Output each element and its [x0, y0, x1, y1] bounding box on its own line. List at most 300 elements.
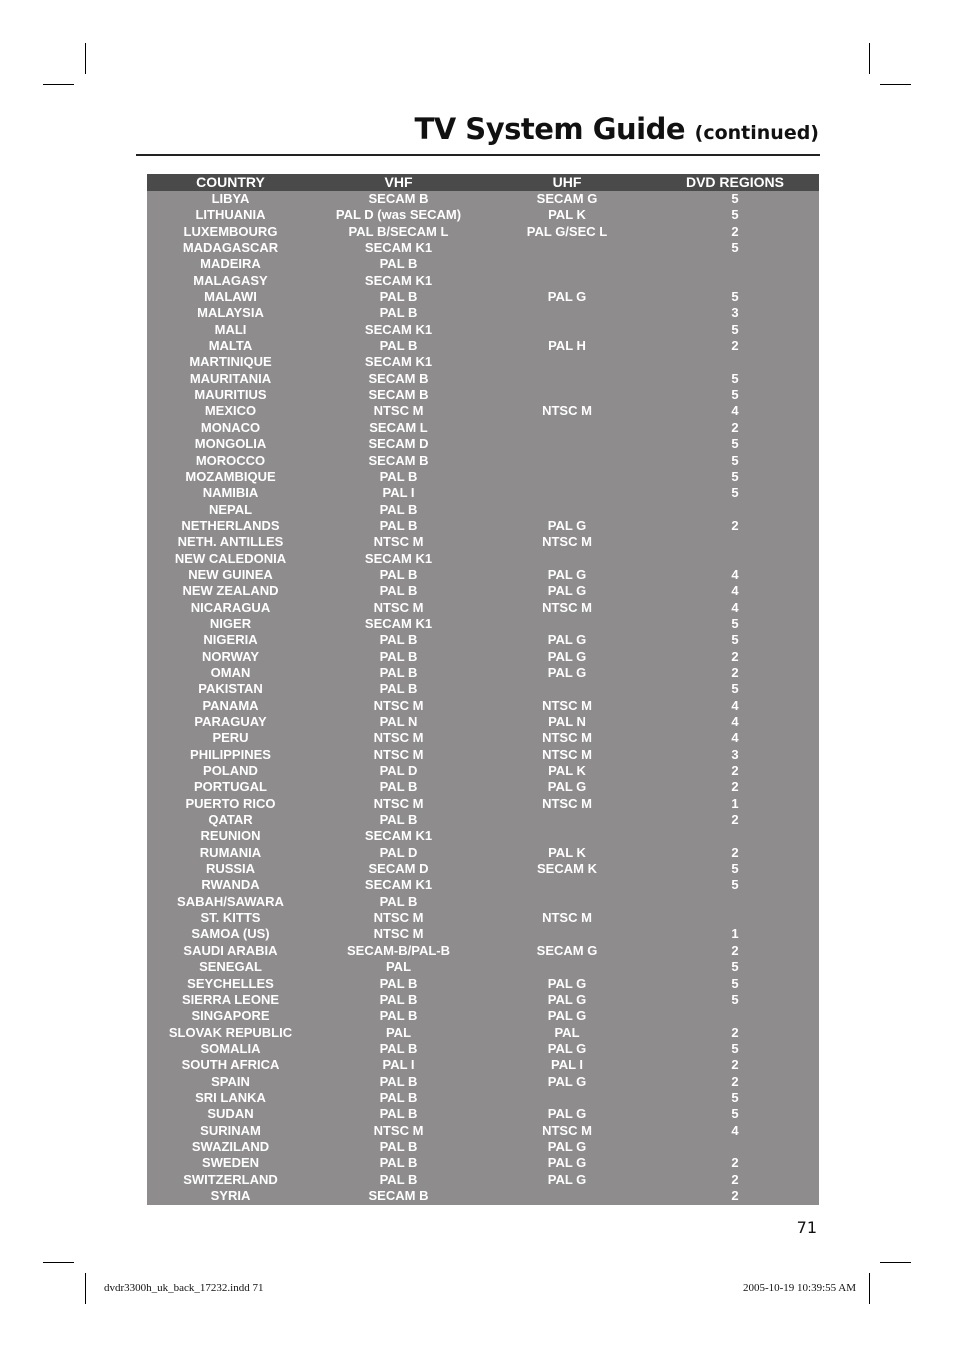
table-row	[147, 453, 819, 469]
cell-uhf: NTSC M	[542, 795, 592, 811]
cell-dvd-region: 5	[731, 207, 739, 223]
table-row	[147, 600, 819, 616]
cell-vhf: PAL B	[379, 681, 418, 697]
cell-country: MALAWI	[204, 289, 257, 305]
cell-uhf	[483, 551, 651, 567]
table-row	[147, 403, 819, 419]
footer-filename: dvdr3300h_uk_back_17232.indd 71	[104, 1282, 264, 1294]
cell-country: ST. KITTS	[200, 910, 261, 926]
cell-vhf: PAL B	[379, 664, 418, 680]
cell-dvd-region: 2	[731, 1057, 739, 1073]
cell-dvd-region: 2	[731, 648, 739, 664]
table-row	[147, 289, 819, 305]
table-row	[147, 191, 819, 207]
cell-dvd-region: 4	[731, 566, 739, 582]
cell-dvd-region	[651, 1139, 819, 1155]
cell-vhf: PAL D	[379, 763, 418, 779]
table-row	[147, 583, 819, 599]
table-row	[147, 256, 819, 272]
table-body	[147, 191, 819, 1205]
cell-vhf: SECAM-B/PAL-B	[346, 942, 451, 958]
column-header-vhf: VHF	[384, 174, 413, 190]
cell-vhf: PAL B	[379, 632, 418, 648]
crop-mark	[869, 43, 870, 74]
cell-vhf: PAL B	[379, 583, 418, 599]
table-row	[147, 1139, 819, 1155]
table-row	[147, 224, 819, 240]
cell-country: PERU	[212, 730, 249, 746]
cell-country: NIGER	[209, 615, 252, 631]
cell-uhf: PAL	[554, 1024, 580, 1040]
cell-uhf: NTSC M	[542, 730, 592, 746]
table-row	[147, 469, 819, 485]
cell-country: MONACO	[200, 419, 261, 435]
table-row	[147, 796, 819, 812]
cell-country: LUXEMBOURG	[183, 223, 278, 239]
cell-dvd-region: 2	[731, 763, 739, 779]
cell-country: SABAH/SAWARA	[177, 893, 284, 909]
cell-dvd-region: 2	[731, 844, 739, 860]
cell-country: PORTUGAL	[194, 779, 267, 795]
crop-mark	[869, 1273, 870, 1304]
cell-uhf	[483, 371, 651, 387]
cell-country: SYRIA	[210, 1187, 251, 1203]
table-row	[147, 845, 819, 861]
cell-vhf: SECAM D	[368, 436, 429, 452]
cell-uhf	[483, 256, 651, 272]
cell-vhf: NTSC M	[373, 1122, 424, 1138]
cell-vhf: SECAM D	[368, 861, 429, 877]
crop-mark	[880, 1262, 911, 1263]
table-row	[147, 502, 819, 518]
cell-dvd-region: 4	[731, 730, 739, 746]
cell-dvd-region	[651, 354, 819, 370]
cell-vhf: PAL	[385, 1024, 412, 1040]
cell-country: SWITZERLAND	[183, 1171, 278, 1187]
cell-dvd-region: 5	[731, 485, 739, 501]
cell-vhf: PAL B	[379, 256, 418, 272]
table-row	[147, 828, 819, 844]
cell-country: POLAND	[203, 763, 258, 779]
cell-vhf: PAL B	[379, 1138, 418, 1154]
cell-uhf: NTSC M	[542, 403, 592, 419]
cell-uhf: PAL G	[547, 1073, 587, 1089]
cell-country: MADAGASCAR	[182, 240, 279, 256]
cell-uhf: NTSC M	[542, 746, 592, 762]
cell-vhf: PAL B	[379, 1089, 418, 1105]
cell-dvd-region: 4	[731, 599, 739, 615]
cell-uhf: PAL G	[547, 517, 587, 533]
cell-dvd-region: 5	[731, 436, 739, 452]
cell-vhf: PAL N	[379, 714, 418, 729]
cell-vhf: NTSC M	[373, 926, 424, 942]
cell-vhf: PAL B	[379, 975, 418, 991]
table-row	[147, 387, 819, 403]
table-row	[147, 649, 819, 665]
title-rule	[136, 154, 820, 156]
cell-country: RWANDA	[201, 877, 260, 893]
cell-country: SENEGAL	[199, 959, 262, 975]
cell-country: SAMOA (US)	[191, 926, 270, 942]
cell-dvd-region: 5	[731, 289, 739, 305]
cell-vhf: NTSC M	[373, 697, 424, 713]
cell-uhf: PAL G	[547, 664, 587, 680]
cell-country: PHILIPPINES	[190, 746, 271, 762]
cell-dvd-region	[651, 502, 819, 518]
cell-uhf	[483, 273, 651, 289]
cell-uhf: PAL G	[547, 583, 587, 599]
table-row	[147, 551, 819, 567]
cell-dvd-region	[651, 910, 819, 926]
cell-country: SPAIN	[211, 1073, 250, 1089]
cell-dvd-region: 2	[731, 1171, 739, 1187]
cell-vhf: PAL B	[379, 812, 418, 828]
cell-dvd-region: 5	[731, 452, 739, 468]
cell-country: SURINAM	[200, 1122, 261, 1138]
cell-country: LIBYA	[211, 191, 250, 206]
cell-uhf: PAL K	[548, 763, 586, 779]
cell-country: NETH. ANTILLES	[177, 534, 284, 550]
cell-uhf: PAL H	[548, 338, 586, 354]
cell-dvd-region: 2	[731, 338, 739, 354]
cell-dvd-region: 2	[731, 1155, 739, 1171]
crop-mark	[880, 84, 911, 85]
crop-mark	[43, 1262, 74, 1263]
column-header-dvd-regions: DVD REGIONS	[685, 174, 784, 190]
table-row	[147, 1074, 819, 1090]
cell-country: SINGAPORE	[191, 1008, 270, 1024]
cell-uhf: SECAM G	[536, 942, 598, 958]
cell-vhf: PAL B	[379, 1106, 418, 1122]
cell-uhf	[483, 926, 651, 942]
cell-uhf: PAL G	[547, 1106, 587, 1122]
cell-dvd-region: 2	[731, 779, 739, 795]
cell-vhf: PAL B/SECAM L	[348, 223, 449, 239]
cell-dvd-region: 5	[731, 370, 739, 386]
cell-country: MOZAMBIQUE	[185, 468, 276, 484]
table-row	[147, 322, 819, 338]
cell-dvd-region	[651, 1008, 819, 1024]
cell-uhf	[483, 354, 651, 370]
cell-dvd-region: 5	[731, 615, 739, 631]
cell-dvd-region: 2	[731, 223, 739, 239]
cell-uhf	[483, 305, 651, 321]
cell-country: SAUDI ARABIA	[183, 942, 278, 958]
cell-uhf: PAL G	[547, 1171, 587, 1187]
cell-dvd-region: 5	[731, 959, 739, 975]
cell-dvd-region: 4	[731, 697, 739, 713]
cell-country: MAURITIUS	[194, 387, 267, 403]
table-row	[147, 436, 819, 452]
cell-vhf: PAL B	[379, 1008, 418, 1024]
cell-uhf: PAL G	[547, 779, 587, 795]
cell-dvd-region: 2	[731, 812, 739, 828]
cell-vhf: NTSC M	[373, 730, 424, 746]
cell-vhf: SECAM L	[369, 419, 428, 435]
cell-dvd-region	[651, 828, 819, 844]
cell-dvd-region	[651, 273, 819, 289]
table-row	[147, 976, 819, 992]
cell-dvd-region: 1	[731, 795, 739, 811]
table-row	[147, 926, 819, 942]
cell-vhf: PAL I	[382, 485, 415, 501]
cell-vhf: SECAM K1	[364, 877, 433, 893]
cell-dvd-region: 5	[731, 681, 739, 697]
cell-uhf: PAL G	[547, 1040, 587, 1056]
cell-country: SOUTH AFRICA	[181, 1057, 280, 1073]
cell-country: NEW GUINEA	[188, 566, 273, 582]
table-row	[147, 779, 819, 795]
cell-uhf	[483, 616, 651, 632]
cell-uhf: PAL G	[547, 648, 587, 664]
cell-dvd-region: 2	[731, 1024, 739, 1040]
table-row	[147, 861, 819, 877]
table-row	[147, 714, 819, 730]
cell-uhf	[483, 828, 651, 844]
page-title	[414, 112, 819, 146]
table-row	[147, 632, 819, 648]
cell-country: QATAR	[208, 812, 253, 828]
cell-dvd-region	[651, 256, 819, 272]
cell-country: RUSSIA	[205, 861, 256, 877]
cell-country: NIGERIA	[203, 632, 258, 648]
cell-vhf: SECAM K1	[364, 272, 433, 288]
cell-uhf: PAL G	[547, 1008, 587, 1024]
cell-dvd-region: 5	[731, 1089, 739, 1105]
cell-dvd-region: 1	[731, 926, 739, 942]
table-row	[147, 273, 819, 289]
cell-vhf: SECAM B	[368, 370, 429, 386]
cell-country: SOMALIA	[200, 1040, 261, 1056]
cell-dvd-region: 5	[731, 975, 739, 991]
cell-dvd-region: 4	[731, 583, 739, 599]
cell-vhf: PAL B	[379, 468, 418, 484]
table-row	[147, 812, 819, 828]
cell-uhf	[483, 959, 651, 975]
cell-country: RUMANIA	[199, 844, 262, 860]
cell-dvd-region: 2	[731, 664, 739, 680]
cell-uhf: PAL G/SEC L	[526, 223, 608, 239]
cell-uhf: NTSC M	[542, 697, 592, 713]
cell-dvd-region: 5	[731, 1040, 739, 1056]
crop-mark	[85, 43, 86, 74]
cell-uhf	[483, 812, 651, 828]
cell-vhf: SECAM B	[368, 1187, 429, 1203]
cell-uhf	[483, 420, 651, 436]
table-row	[147, 1155, 819, 1171]
cell-uhf	[483, 894, 651, 910]
table-row	[147, 959, 819, 975]
table-row	[147, 567, 819, 583]
cell-dvd-region: 5	[731, 468, 739, 484]
table-row	[147, 1106, 819, 1122]
cell-vhf: SECAM B	[368, 191, 429, 206]
table-row	[147, 1008, 819, 1024]
cell-country: MEXICO	[204, 403, 257, 419]
cell-country: LITHUANIA	[195, 207, 266, 223]
cell-dvd-region: 3	[731, 305, 739, 321]
cell-uhf	[483, 436, 651, 452]
cell-country: MONGOLIA	[194, 436, 267, 452]
cell-country: MALAYSIA	[197, 305, 264, 321]
cell-dvd-region	[651, 534, 819, 550]
cell-vhf: SECAM K1	[364, 354, 433, 370]
table-row	[147, 698, 819, 714]
cell-dvd-region: 5	[731, 877, 739, 893]
cell-uhf: PAL G	[547, 1155, 587, 1171]
tv-system-table	[147, 174, 819, 1205]
cell-uhf: NTSC M	[542, 910, 592, 926]
table-row	[147, 877, 819, 893]
cell-vhf: PAL B	[379, 1040, 418, 1056]
cell-uhf	[483, 240, 651, 256]
cell-uhf: PAL N	[548, 714, 586, 729]
cell-dvd-region: 4	[731, 403, 739, 419]
cell-country: NEW CALEDONIA	[174, 550, 287, 566]
cell-vhf: PAL B	[379, 305, 418, 321]
table-row	[147, 747, 819, 763]
table-row	[147, 616, 819, 632]
cell-dvd-region: 2	[731, 942, 739, 958]
cell-vhf: NTSC M	[373, 534, 424, 550]
table-row	[147, 1041, 819, 1057]
cell-vhf: PAL I	[382, 1057, 415, 1073]
cell-country: NETHERLANDS	[181, 517, 280, 533]
table-row	[147, 534, 819, 550]
cell-country: PANAMA	[202, 697, 259, 713]
cell-country: MALAGASY	[193, 272, 268, 288]
cell-uhf	[483, 877, 651, 893]
table-row	[147, 763, 819, 779]
cell-vhf: SECAM K1	[364, 240, 433, 256]
table-row	[147, 1188, 819, 1204]
cell-uhf: SECAM G	[536, 191, 598, 206]
cell-country: MARTINIQUE	[189, 354, 272, 370]
footer-timestamp: 2005-10-19 10:39:55 AM	[742, 1282, 856, 1294]
cell-country: PUERTO RICO	[185, 795, 276, 811]
cell-dvd-region: 5	[731, 1106, 739, 1122]
cell-country: SWEDEN	[201, 1155, 260, 1171]
cell-vhf: PAL B	[379, 289, 418, 305]
cell-country: MADEIRA	[200, 256, 261, 272]
cell-vhf: PAL	[385, 959, 412, 975]
table-row	[147, 518, 819, 534]
cell-vhf: PAL B	[379, 501, 418, 517]
cell-uhf: NTSC M	[542, 1122, 592, 1138]
cell-country: SWAZILAND	[191, 1138, 270, 1154]
table-row	[147, 665, 819, 681]
cell-uhf: PAL K	[548, 844, 586, 860]
cell-dvd-region: 2	[731, 419, 739, 435]
cell-uhf: NTSC M	[542, 599, 592, 615]
cell-vhf: PAL B	[379, 1155, 418, 1171]
cell-uhf: NTSC M	[542, 534, 592, 550]
table-row	[147, 371, 819, 387]
table-row	[147, 992, 819, 1008]
crop-mark	[43, 84, 74, 85]
cell-vhf: PAL B	[379, 779, 418, 795]
table-row	[147, 338, 819, 354]
cell-vhf: NTSC M	[373, 795, 424, 811]
cell-dvd-region: 5	[731, 632, 739, 648]
cell-dvd-region	[651, 894, 819, 910]
title-text: TV System Guide	[414, 112, 686, 146]
cell-uhf: PAL G	[547, 991, 587, 1007]
cell-uhf	[483, 322, 651, 338]
cell-vhf: PAL B	[379, 893, 418, 909]
cell-country: SLOVAK REPUBLIC	[168, 1024, 293, 1040]
table-row	[147, 1123, 819, 1139]
table-row	[147, 354, 819, 370]
cell-dvd-region	[651, 551, 819, 567]
cell-uhf: PAL G	[547, 632, 587, 648]
cell-uhf: PAL G	[547, 975, 587, 991]
cell-dvd-region: 4	[731, 1122, 739, 1138]
cell-uhf	[483, 469, 651, 485]
cell-uhf	[483, 1090, 651, 1106]
cell-dvd-region: 5	[731, 387, 739, 403]
table-row	[147, 1025, 819, 1041]
cell-vhf: SECAM B	[368, 387, 429, 403]
cell-vhf: SECAM B	[368, 452, 429, 468]
cell-country: NEPAL	[208, 501, 253, 517]
cell-vhf: PAL B	[379, 648, 418, 664]
table-row	[147, 730, 819, 746]
column-header-uhf: UHF	[552, 174, 582, 190]
cell-vhf: PAL B	[379, 1073, 418, 1089]
cell-country: NEW ZEALAND	[182, 583, 279, 599]
cell-country: OMAN	[210, 664, 251, 680]
cell-dvd-region: 2	[731, 517, 739, 533]
table-row	[147, 1172, 819, 1188]
table-row	[147, 240, 819, 256]
cell-uhf	[483, 485, 651, 501]
cell-vhf: NTSC M	[373, 599, 424, 615]
cell-vhf: PAL D (was SECAM)	[335, 207, 462, 223]
cell-dvd-region: 4	[731, 714, 739, 729]
cell-uhf	[483, 681, 651, 697]
cell-country: PARAGUAY	[194, 714, 267, 729]
cell-dvd-region: 5	[731, 861, 739, 877]
cell-uhf	[483, 502, 651, 518]
table-row	[147, 943, 819, 959]
cell-uhf: PAL I	[550, 1057, 584, 1073]
cell-vhf: NTSC M	[373, 403, 424, 419]
cell-uhf: PAL G	[547, 1138, 587, 1154]
table-row	[147, 910, 819, 926]
cell-vhf: PAL B	[379, 517, 418, 533]
cell-vhf: PAL B	[379, 338, 418, 354]
table-row	[147, 207, 819, 223]
cell-country: SUDAN	[207, 1106, 254, 1122]
cell-country: NICARAGUA	[190, 599, 271, 615]
cell-dvd-region: 2	[731, 1073, 739, 1089]
cell-vhf: SECAM K1	[364, 321, 433, 337]
table-row	[147, 894, 819, 910]
cell-uhf	[483, 453, 651, 469]
cell-vhf: NTSC M	[373, 910, 424, 926]
cell-country: MAURITANIA	[189, 370, 272, 386]
cell-uhf: PAL G	[547, 566, 587, 582]
cell-vhf: SECAM K1	[364, 615, 433, 631]
cell-vhf: PAL D	[379, 844, 418, 860]
cell-vhf: NTSC M	[373, 746, 424, 762]
cell-uhf	[483, 1188, 651, 1204]
table-row	[147, 681, 819, 697]
cell-uhf: SECAM K	[537, 861, 597, 877]
cell-country: SIERRA LEONE	[181, 991, 280, 1007]
table-row	[147, 485, 819, 501]
